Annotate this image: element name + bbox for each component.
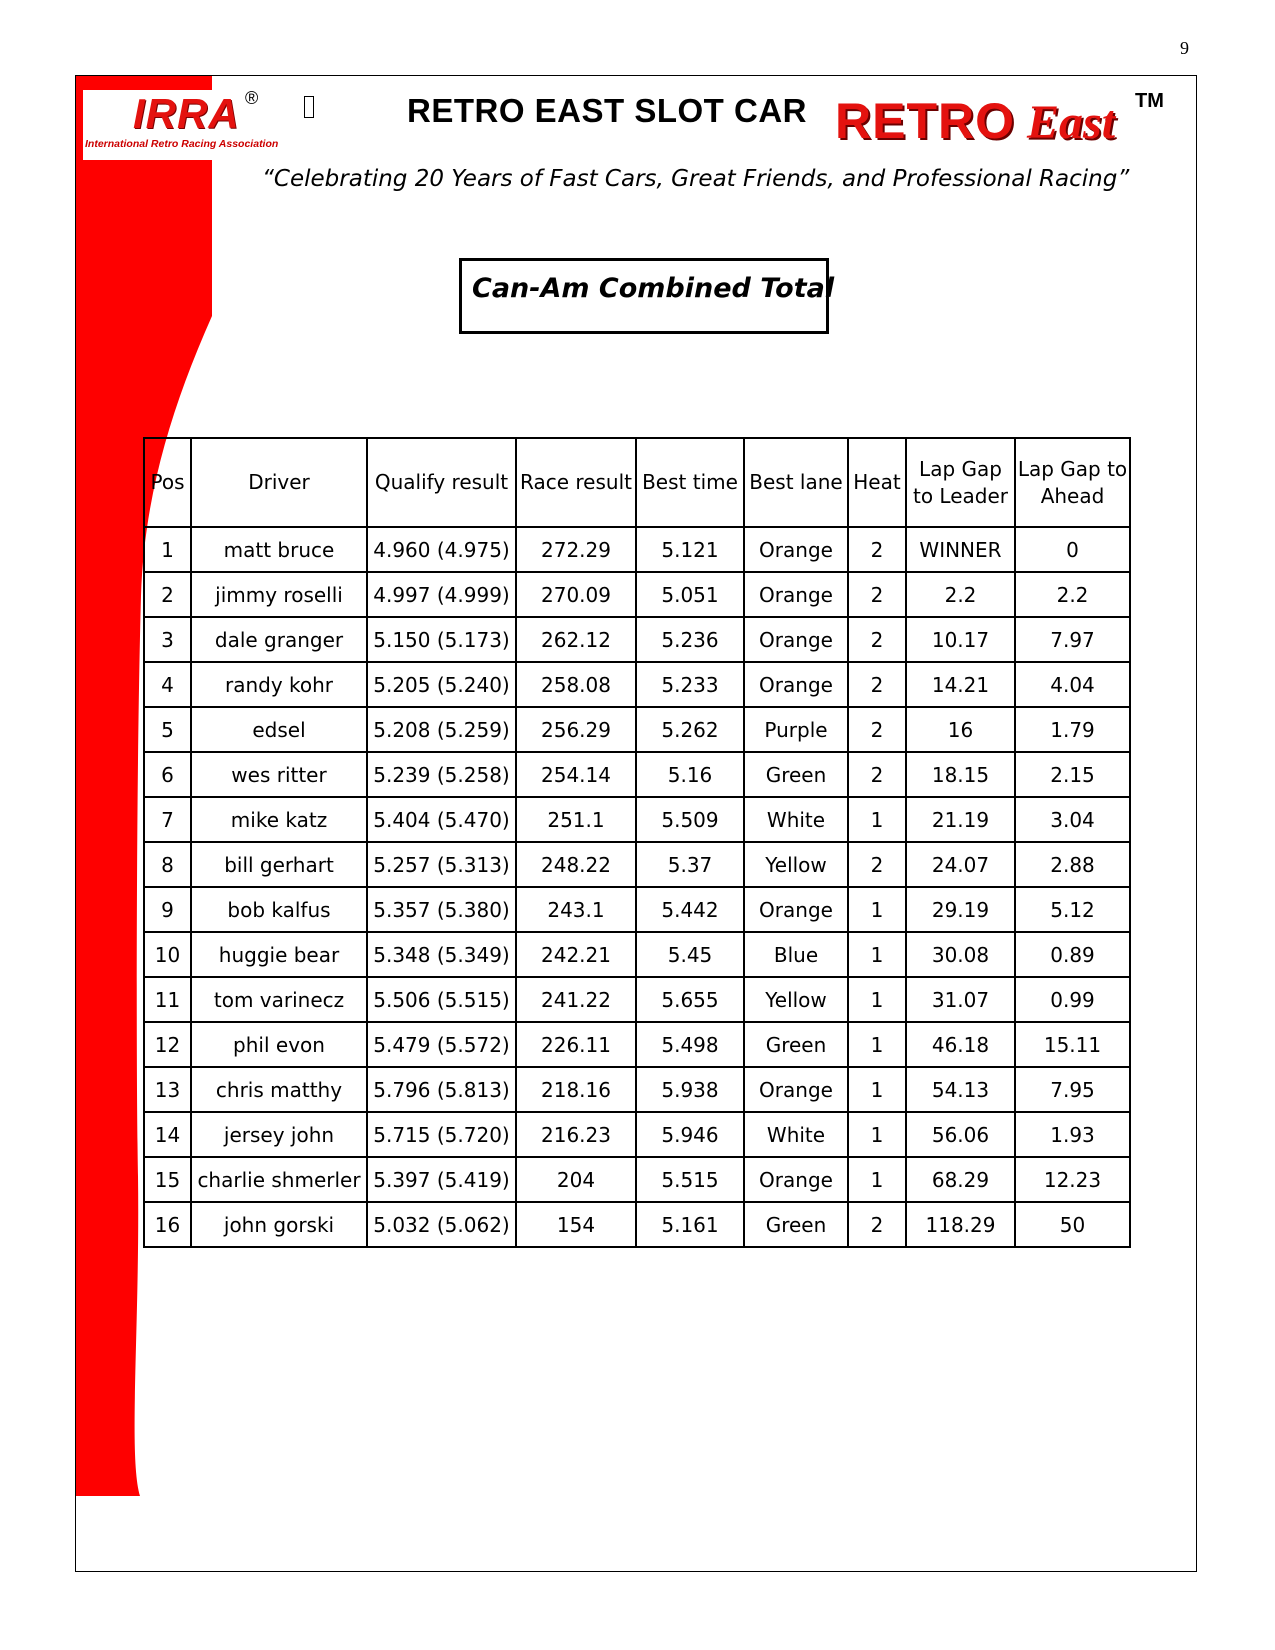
best-lane-cell: Purple	[744, 707, 848, 752]
heat-cell: 2	[848, 617, 906, 662]
column-header: Qualify result	[367, 438, 516, 527]
best-lane-cell: Orange	[744, 1067, 848, 1112]
best-lane-cell: White	[744, 1112, 848, 1157]
driver-cell: chris matthy	[191, 1067, 367, 1112]
position-cell: 12	[144, 1022, 191, 1067]
best-time-cell: 5.161	[636, 1202, 744, 1247]
race-result-cell: 218.16	[516, 1067, 636, 1112]
results-table	[143, 437, 1131, 1248]
race-result-cell: 254.14	[516, 752, 636, 797]
race-result-cell: 258.08	[516, 662, 636, 707]
race-result-cell: 154	[516, 1202, 636, 1247]
east-logo-word: East	[1027, 96, 1116, 149]
best-time-cell: 5.051	[636, 572, 744, 617]
race-result-cell: 251.1	[516, 797, 636, 842]
heat-cell: 1	[848, 1157, 906, 1202]
race-result-cell: 272.29	[516, 527, 636, 572]
best-time-cell: 5.946	[636, 1112, 744, 1157]
best-lane-cell: Green	[744, 1202, 848, 1247]
heat-cell: 2	[848, 842, 906, 887]
registered-mark: ®	[245, 88, 259, 108]
lap-gap-ahead-cell: 1.79	[1015, 707, 1130, 752]
position-cell: 13	[144, 1067, 191, 1112]
lap-gap-leader-cell: WINNER	[906, 527, 1015, 572]
table-row	[144, 572, 1130, 617]
position-cell: 2	[144, 572, 191, 617]
section-title: Can-Am Combined Total	[472, 273, 835, 304]
document-title: RETRO EAST SLOT CAR	[407, 92, 808, 129]
irra-logo	[83, 90, 305, 160]
irra-logo-text: IRRA	[133, 90, 240, 137]
lap-gap-ahead-cell: 2.15	[1015, 752, 1130, 797]
heat-cell: 2	[848, 662, 906, 707]
heat-cell: 1	[848, 1112, 906, 1157]
lap-gap-leader-cell: 68.29	[906, 1157, 1015, 1202]
lap-gap-ahead-cell: 50	[1015, 1202, 1130, 1247]
driver-cell: tom varinecz	[191, 977, 367, 1022]
position-cell: 14	[144, 1112, 191, 1157]
driver-cell: mike katz	[191, 797, 367, 842]
best-lane-cell: Orange	[744, 527, 848, 572]
lap-gap-ahead-cell: 7.97	[1015, 617, 1130, 662]
position-cell: 15	[144, 1157, 191, 1202]
best-lane-cell: Green	[744, 1022, 848, 1067]
column-header: Pos	[144, 438, 191, 527]
driver-cell: huggie bear	[191, 932, 367, 977]
driver-cell: john gorski	[191, 1202, 367, 1247]
race-result-cell: 248.22	[516, 842, 636, 887]
qualify-result-cell: 5.796 (5.813)	[367, 1067, 516, 1112]
qualify-result-cell: 5.208 (5.259)	[367, 707, 516, 752]
best-lane-cell: Green	[744, 752, 848, 797]
table-row	[144, 527, 1130, 572]
driver-cell: jimmy roselli	[191, 572, 367, 617]
qualify-result-cell: 5.032 (5.062)	[367, 1202, 516, 1247]
best-time-cell: 5.16	[636, 752, 744, 797]
table-row	[144, 707, 1130, 752]
heat-cell: 2	[848, 572, 906, 617]
table-row	[144, 977, 1130, 1022]
best-lane-cell: Orange	[744, 887, 848, 932]
driver-cell: jersey john	[191, 1112, 367, 1157]
best-time-cell: 5.236	[636, 617, 744, 662]
heat-cell: 1	[848, 887, 906, 932]
column-header: Driver	[191, 438, 367, 527]
qualify-result-cell: 5.506 (5.515)	[367, 977, 516, 1022]
best-time-cell: 5.442	[636, 887, 744, 932]
position-cell: 9	[144, 887, 191, 932]
qualify-result-cell: 4.960 (4.975)	[367, 527, 516, 572]
driver-cell: wes ritter	[191, 752, 367, 797]
best-lane-cell: Orange	[744, 662, 848, 707]
position-cell: 6	[144, 752, 191, 797]
qualify-result-cell: 5.715 (5.720)	[367, 1112, 516, 1157]
qualify-result-cell: 5.257 (5.313)	[367, 842, 516, 887]
best-time-cell: 5.515	[636, 1157, 744, 1202]
table-row	[144, 1157, 1130, 1202]
position-cell: 3	[144, 617, 191, 662]
column-header: Best time	[636, 438, 744, 527]
table-row	[144, 1112, 1130, 1157]
qualify-result-cell: 5.239 (5.258)	[367, 752, 516, 797]
position-cell: 5	[144, 707, 191, 752]
heat-cell: 2	[848, 707, 906, 752]
missing-glyph-icon	[304, 96, 314, 118]
qualify-result-cell: 5.397 (5.419)	[367, 1157, 516, 1202]
column-header: Race result	[516, 438, 636, 527]
column-header: Lap Gap to Ahead	[1015, 438, 1130, 527]
irra-logo-subtitle: International Retro Racing Association	[85, 138, 279, 150]
table-row	[144, 1202, 1130, 1247]
lap-gap-leader-cell: 31.07	[906, 977, 1015, 1022]
heat-cell: 1	[848, 977, 906, 1022]
lap-gap-leader-cell: 46.18	[906, 1022, 1015, 1067]
best-time-cell: 5.498	[636, 1022, 744, 1067]
lap-gap-leader-cell: 54.13	[906, 1067, 1015, 1112]
qualify-result-cell: 4.997 (4.999)	[367, 572, 516, 617]
qualify-result-cell: 5.404 (5.470)	[367, 797, 516, 842]
page-number: 9	[1180, 38, 1189, 58]
lap-gap-ahead-cell: 0.89	[1015, 932, 1130, 977]
best-lane-cell: Orange	[744, 572, 848, 617]
position-cell: 1	[144, 527, 191, 572]
best-lane-cell: Orange	[744, 1157, 848, 1202]
race-result-cell: 226.11	[516, 1022, 636, 1067]
lap-gap-ahead-cell: 7.95	[1015, 1067, 1130, 1112]
position-cell: 10	[144, 932, 191, 977]
best-lane-cell: White	[744, 797, 848, 842]
best-time-cell: 5.233	[636, 662, 744, 707]
retro-east-logo	[835, 92, 1115, 150]
best-time-cell: 5.121	[636, 527, 744, 572]
driver-cell: matt bruce	[191, 527, 367, 572]
best-time-cell: 5.45	[636, 932, 744, 977]
qualify-result-cell: 5.357 (5.380)	[367, 887, 516, 932]
position-cell: 16	[144, 1202, 191, 1247]
lap-gap-leader-cell: 30.08	[906, 932, 1015, 977]
table-row	[144, 842, 1130, 887]
lap-gap-leader-cell: 56.06	[906, 1112, 1015, 1157]
driver-cell: randy kohr	[191, 662, 367, 707]
lap-gap-ahead-cell: 3.04	[1015, 797, 1130, 842]
lap-gap-ahead-cell: 0	[1015, 527, 1130, 572]
driver-cell: charlie shmerler	[191, 1157, 367, 1202]
best-time-cell: 5.37	[636, 842, 744, 887]
lap-gap-leader-cell: 18.15	[906, 752, 1015, 797]
driver-cell: bob kalfus	[191, 887, 367, 932]
heat-cell: 1	[848, 1022, 906, 1067]
best-lane-cell: Yellow	[744, 842, 848, 887]
best-time-cell: 5.509	[636, 797, 744, 842]
best-lane-cell: Orange	[744, 617, 848, 662]
results-table-body	[144, 527, 1130, 1247]
column-header: Lap Gap to Leader	[906, 438, 1015, 527]
race-result-cell: 270.09	[516, 572, 636, 617]
lap-gap-leader-cell: 14.21	[906, 662, 1015, 707]
column-header: Heat	[848, 438, 906, 527]
lap-gap-ahead-cell: 15.11	[1015, 1022, 1130, 1067]
table-row	[144, 752, 1130, 797]
race-result-cell: 204	[516, 1157, 636, 1202]
race-result-cell: 256.29	[516, 707, 636, 752]
heat-cell: 2	[848, 527, 906, 572]
lap-gap-leader-cell: 16	[906, 707, 1015, 752]
qualify-result-cell: 5.479 (5.572)	[367, 1022, 516, 1067]
lap-gap-ahead-cell: 5.12	[1015, 887, 1130, 932]
race-result-cell: 216.23	[516, 1112, 636, 1157]
retro-logo-word: RETRO	[835, 93, 1015, 149]
race-result-cell: 242.21	[516, 932, 636, 977]
lap-gap-leader-cell: 118.29	[906, 1202, 1015, 1247]
best-time-cell: 5.938	[636, 1067, 744, 1112]
heat-cell: 1	[848, 1067, 906, 1112]
lap-gap-ahead-cell: 2.2	[1015, 572, 1130, 617]
table-row	[144, 887, 1130, 932]
tagline: “Celebrating 20 Years of Fast Cars, Great Friends, and Professional Racing”	[262, 166, 1130, 192]
trademark-mark: TM	[1135, 90, 1164, 112]
table-row	[144, 662, 1130, 707]
position-cell: 7	[144, 797, 191, 842]
lap-gap-ahead-cell: 12.23	[1015, 1157, 1130, 1202]
lap-gap-ahead-cell: 0.99	[1015, 977, 1130, 1022]
qualify-result-cell: 5.150 (5.173)	[367, 617, 516, 662]
driver-cell: phil evon	[191, 1022, 367, 1067]
lap-gap-leader-cell: 24.07	[906, 842, 1015, 887]
best-time-cell: 5.262	[636, 707, 744, 752]
table-header-row	[144, 438, 1130, 527]
lap-gap-ahead-cell: 1.93	[1015, 1112, 1130, 1157]
best-time-cell: 5.655	[636, 977, 744, 1022]
position-cell: 11	[144, 977, 191, 1022]
race-result-cell: 241.22	[516, 977, 636, 1022]
table-row	[144, 617, 1130, 662]
best-lane-cell: Blue	[744, 932, 848, 977]
driver-cell: edsel	[191, 707, 367, 752]
heat-cell: 1	[848, 932, 906, 977]
table-row	[144, 932, 1130, 977]
position-cell: 8	[144, 842, 191, 887]
lap-gap-ahead-cell: 4.04	[1015, 662, 1130, 707]
lap-gap-leader-cell: 10.17	[906, 617, 1015, 662]
lap-gap-leader-cell: 21.19	[906, 797, 1015, 842]
lap-gap-leader-cell: 29.19	[906, 887, 1015, 932]
table-row	[144, 797, 1130, 842]
position-cell: 4	[144, 662, 191, 707]
best-lane-cell: Yellow	[744, 977, 848, 1022]
driver-cell: dale granger	[191, 617, 367, 662]
qualify-result-cell: 5.205 (5.240)	[367, 662, 516, 707]
table-row	[144, 1022, 1130, 1067]
heat-cell: 2	[848, 1202, 906, 1247]
column-header: Best lane	[744, 438, 848, 527]
lap-gap-ahead-cell: 2.88	[1015, 842, 1130, 887]
heat-cell: 1	[848, 797, 906, 842]
qualify-result-cell: 5.348 (5.349)	[367, 932, 516, 977]
lap-gap-leader-cell: 2.2	[906, 572, 1015, 617]
table-row	[144, 1067, 1130, 1112]
driver-cell: bill gerhart	[191, 842, 367, 887]
heat-cell: 2	[848, 752, 906, 797]
race-result-cell: 243.1	[516, 887, 636, 932]
race-result-cell: 262.12	[516, 617, 636, 662]
section-title-box	[459, 258, 835, 334]
